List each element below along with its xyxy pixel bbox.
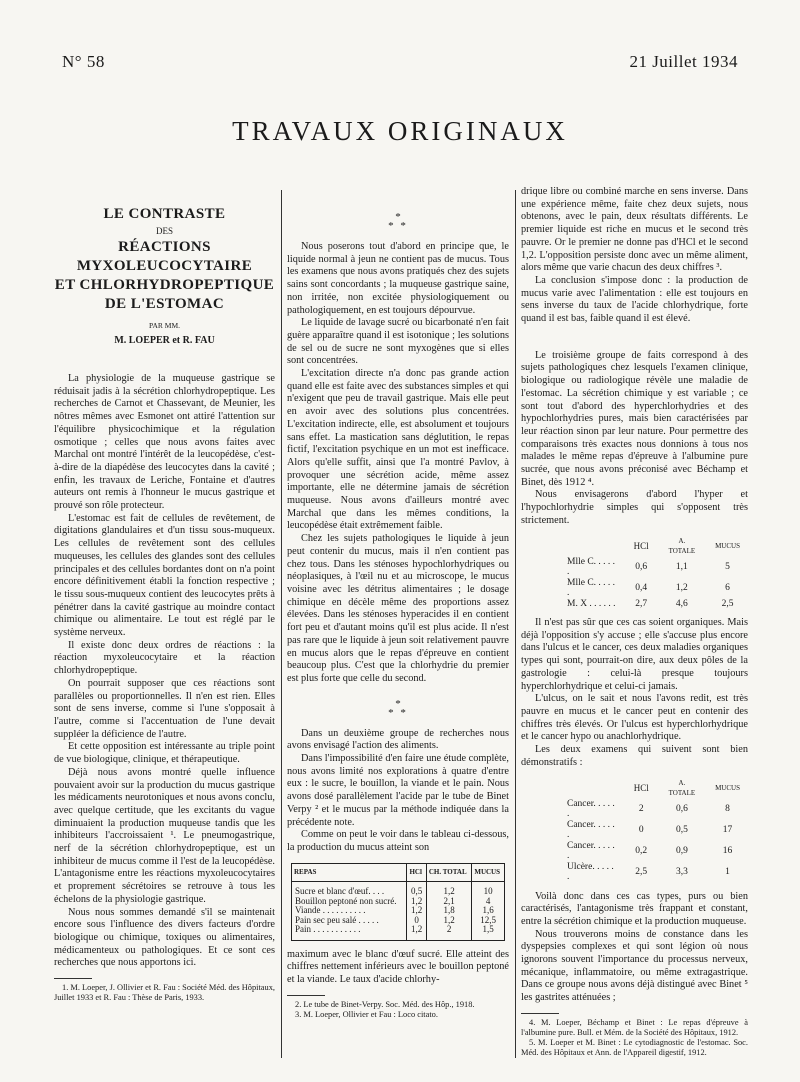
meal-table [291,863,505,941]
asterism-top: * [395,211,401,223]
paragraph: Il n'est pas sûr que ces cas soient organiques. Mais déjà l'opposition s'y accuse ; elle s'accuse plus encore dans l'ulcus et le cancer, ces deux maladies organiques types qui sont, pourrait-on dire, aux deux pôles de la gastrologie : celui-là presque toujours hyperchlorhydrique et celui-ci jamais. [521,617,748,692]
table-cell: 1,2 [407,906,426,916]
table-cell: 2 [426,925,471,940]
table-header: MUCUS [715,783,740,792]
table-row [567,799,748,820]
table-row [292,925,505,940]
issue-number: N° 58 [62,52,105,71]
table-header: MUCUS [472,863,505,882]
title-line-2: RÉACTIONS [118,239,211,255]
table-cell: 17 [722,824,733,835]
table-cell: Cancer. . . . . . [567,798,615,820]
table-cell: 3,3 [675,866,688,877]
footnote: 2. Le tube de Binet-Verpy. Soc. Méd. des Hôp., 1918. [295,999,475,1009]
table-header: HCl [407,863,426,882]
paragraph: Comme on peut le voir dans le tableau ci-dessous, la production du mucus atteint son [287,829,509,853]
table-cell: Mlle C. . . . . . [567,577,616,599]
table-cell: 0,2 [635,845,648,856]
column-rule-right [515,190,516,1058]
table-cell: Cancer. . . . . . [567,840,615,862]
table-cell: 0 [407,916,426,926]
table-cell: 2,5 [635,866,648,877]
table-header: A. TOTALE [668,536,696,556]
table-cell: Cancer. . . . . . [567,819,615,841]
paragraph: Nous envisagerons d'abord l'hyper et l'hypochlorhydrie simples qui s'opposent très strictement. [521,489,748,526]
table-row [567,557,748,578]
table-cell: 10 [472,882,505,897]
table-header [567,536,626,557]
table-cell: Pain sec peu salé . . . . . [295,914,379,925]
table-cell: Viande . . . . . . . . . . [295,905,366,916]
table-header: MUCUS [715,541,740,550]
table-header [567,778,626,799]
table-cell: Ulcère. . . . . . [567,861,614,883]
table-cell: 6 [725,582,730,593]
asterism-bottom: * * [388,706,408,719]
title-des: DES [155,226,173,236]
table-cell: 0,9 [675,845,688,856]
table-header: CH. TOTAL [426,863,471,882]
paragraph: Nous trouverons moins de constance dans les dyspepsies complexes et qui sont légion où nous ignorons souvent l'importance du processus nerveux, mécanique, inflammatoire, ou même extragastrique. Dans ce groupe nous avons déjà distingué avec Binet ⁵ les gastrites atténuées ; [521,928,748,1004]
paragraph: Les deux examens qui suivent sont bien démonstratifs : [521,744,748,768]
paragraph: drique libre ou combiné marche en sens inverse. Dans une expérience même, faite chez deux sujets, nous obtenons, avec le pain, deux résultats différents. Le premier liquide est riche en mucus et le second très pauvre. Or le premier ne donne pas d'HCl et le second 1,2. L'opposition persiste donc avec un même aliment, alors même que varie chacun des deux chiffres ³. [521,186,748,274]
table-cell: 0 [638,824,644,835]
paragraph: Dans l'impossibilité d'en faire une étude complète, nous avons limité nos explorations à quatre d'entre eux : le sucre, le bouillon, la viande et le pain. Nous avons dosé parallèlement l'acide par le tube de Binet Verpy ² et le mucus par la méthode indiquée dans la précédente note. [287,753,509,828]
table-cell: 1,8 [426,906,471,916]
paragraph: Nous poserons tout d'abord en principe que, le liquide normal à jeun ne contient pas de mucus. Tous les examens que nous avons pratiqués chez des sujets sains sont concordants ; la muqueuse gastrique saine, non irritée, non excitée physiologiquement ou pathologiquement, en est toujours dépourvue. [287,241,509,316]
paragraph: Et cette opposition est intéressante au triple point de vue biologique, clinique, et thérapeutique. [54,741,275,766]
table-header: HCl [633,540,649,551]
hyper-hypo-table [567,536,748,610]
column-3 [521,186,748,1058]
footnote: 4. M. Loeper, Béchamp et Binet : Le repas d'épreuve à l'albumine pure. Bull. et Mém. de la Société des Hôpitaux, 1912. [521,1017,748,1037]
section-title: TRAVAUX ORIGINAUX [232,116,568,146]
column-1 [54,205,275,1003]
table-cell: 4,6 [675,598,688,609]
table-cell: 0,4 [635,582,648,593]
table-cell: 1,1 [675,561,688,572]
table-cell: 2,5 [721,598,734,609]
table-cell: 8 [725,803,730,814]
paragraph: Déjà nous avons montré quelle influence pouvaient avoir sur la production du mucus gastrique les médicaments neurotoniques et nous avons conclu, avec quelque certitude, que les excitants du vague diminuaient la production muqueuse tandis que les inhibiteurs l'accroissaient ¹. Le pneumogastrique, nerf de la sécrétion chlorhydropeptique, est un inhibiteur de mucus comme il l'est de la leucopédèse. L'antagonisme entre les réactions myxoleucocytaires et proprement sécrétoires se retrouve à tous les échelons de la physiologie gastrique. [54,766,275,905]
paragraph: L'excitation directe n'a donc pas grande action quand elle est faite avec des substances simples et qui n'exigent que peu de travail gastrique. Mais elle peut en avoir avec des solutions plus concentrées. L'excitation indirecte, elle, est absolument et toujours sans effet. La mastication sans déglutition, le repas fictif, l'excitation psychique en un mot est inefficace. Alors qu'elle suffit, ainsi que l'a montré Pavlov, à provoquer une sécrétion acide, même assez importante, elle ne détermine jamais de sécrétion muqueuse. Nous avons d'ailleurs montré avec Marchal que dans les mêmes conditions, la leucopédèse était extrêmement faible. [287,368,509,532]
cancer-ulcer-table [567,778,748,883]
issue-date: 21 Juillet 1934 [629,52,738,71]
footnote-rule [287,995,325,996]
table-cell: 5 [725,561,730,572]
title-line-3: MYXOLEUCOCYTAIRE [76,258,253,274]
table-row [567,862,748,883]
paragraph: Dans un deuxième groupe de recherches nous avons envisagé l'action des aliments. [287,727,509,752]
paragraph: La physiologie de la muqueuse gastrique se réduisait jadis à la sécrétion chlorhydropeptique. Les recherches de Carnot et Chassevant, de Meunier, les nôtres mêmes avec Esmonet ont attiré l'attention sur l'équilibre physicochimique et la régulation osmotique ; celles que nous avons faites avec Marchal ont montré l'intérêt de la leucopédèse, c'est-à-dire de la diapédèse des leucocytes dans la cavité ; enfin, les travaux de Leriche, Fontaine et d'autres auteurs ont remis à l'honneur le mucus gastrique et prouvé son rôle protecteur. [54,373,275,512]
paragraph: Le liquide de lavage sucré ou bicarbonaté n'en fait guère apparaître quand il est isotonique ; les solutions de sel ou de sucre ne sont myxogènes que si elles sont concentrées. [287,317,509,367]
footnote-rule [521,1013,559,1014]
article-authors: M. LOEPER et R. FAU [114,335,215,346]
paragraph: On pourrait supposer que ces réactions sont parallèles ou proportionnelles. Il n'en est rien. Elles sont de sens inverse, comme si l'une s'opposait à l'autre, comme si l'accentuation de l'une devait suppléer la déficience de l'autre. [54,677,275,740]
table-cell: 0,6 [635,561,648,572]
table-row [567,578,748,599]
paragraph: maximum avec le blanc d'œuf sucré. Elle atteint des chiffres nettement inférieurs avec le bouillon peptoné et la viande. Le taux d'acide chlorhy- [287,948,509,986]
paragraph: L'ulcus, on le sait et nous l'avons redit, est très pauvre en mucus et le cancer peut en contenir des chiffres très élevés. Or l'ulcus est hyperchlorhydrique et le cancer hypo ou anachlorhydrique. [521,693,748,743]
table-cell: M. X . . . . . . [567,598,616,609]
table-cell: 1,2 [426,882,471,897]
table-cell: 1,2 [675,582,688,593]
table-cell: 2,1 [426,897,471,907]
section-asterism [287,213,509,231]
column-2 [287,205,509,1020]
table-cell: 2,7 [635,598,648,609]
paragraph: Le troisième groupe de faits correspond à des sujets pathologiques chez lesquels l'examen clinique, biologique ou radiologique révèle une maladie de l'estomac. La sécrétion chimique y est variable ; ce sont tout d'abord des hyperchlorhydries et des hypochlorhydries pures, mais bien caractérisées par leur réaction sinon par leur nature. Pour permettre des comparaisons très exactes nous donnions à tous nos malades le même repas d'épreuve à l'albumine pure sucrée, que nous avons préconisé avec Béchamp et Binet, dès 1912 ⁴. [521,349,748,488]
paragraph: Chez les sujets pathologiques le liquide à jeun peut contenir du mucus, mais il n'en contient pas chez tous. Dans les sténoses hypochlorhydriques ou néoplasiques, à l'œil nu et au microscope, le mucus voisine avec les détritus alimentaires ; le dosage chimique en décèle même des proportions assez élevées. Dans les sténoses hyperacides il en contient fort peu et d'autant moins qu'il est plus acide. Il n'est pas rare que le liquide à jeun soit relativement pauvre en mucus alors que le repas d'épreuve en contient beaucoup plus. C'est que la chlorhydrie du premier est plus forte que celle du second. [287,533,509,684]
title-line-5: DE L'ESTOMAC [104,296,225,312]
title-line-1: LE CONTRASTE [103,206,226,222]
paragraph: L'estomac est fait de cellules de revêtement, de digitations glandulaires et d'un tissu sous-muqueux. Les cellules de revêtement sont des cellules muqueuses, les cellules des glandes sont des cellules principales et des cellules bordantes dont on n'a point encore définitivement établi la fonction respective ; le tissu sous-muqueux contient des leucocytes prêts à pénétrer dans la cavité gastrique au moindre contact chimique ou alimentaire. Le tout est réglé par le système nerveux. [54,512,275,639]
footnote: 1. M. Loeper, J. Ollivier et R. Fau : Société Méd. des Hôpitaux, Juillet 1933 et R. Fau : Thèse de Paris, 1933. [54,983,275,1003]
table-row [567,599,748,610]
paragraph: La conclusion s'impose donc : la production de mucus varie avec l'alimentation : elle est toujours en sens inverse du taux de l'acide chlorhydrique, forte quand il est bas, faible quand il est élevé. [521,274,748,325]
table-cell: 12,5 [472,916,505,926]
column-rule-left [281,190,282,1058]
table-cell: 1,2 [407,897,426,907]
article-title [54,205,275,347]
table-cell: Bouillon peptoné non sucré. [295,895,397,906]
table-cell: 1,5 [472,925,505,940]
table-cell: Sucre et blanc d'œuf. . . . [295,886,385,897]
asterism-bottom: * * [388,220,408,232]
table-cell: 4 [472,897,505,907]
table-row [292,882,505,897]
paragraph: Nous nous sommes demandé s'il se maintenait encore sous l'influence des divers facteurs d'ordre biologique ou chimique, toxiques ou alimentaires, médicamenteux ou pathologiques. Et ce sont ces recherches que nous apportons ici. [54,906,275,969]
table-row [567,841,748,862]
footnote: 5. M. Loeper et M. Binet : Le cytodiagnostic de l'estomac. Soc. Méd. des Hôpitaux et Ann. de l'Appareil digestif, 1912. [521,1037,748,1057]
table-cell: 0,5 [407,882,426,897]
section-gap [521,326,748,350]
table-cell: 1,6 [472,906,505,916]
table-cell: 1,2 [407,925,426,940]
table-cell: 16 [722,845,733,856]
table-cell: 1 [725,866,730,877]
table-cell: 0,6 [675,803,688,814]
table-row [567,820,748,841]
table-header: A. TOTALE [668,778,696,798]
table-header: HCl [633,782,649,793]
table-cell: 1,2 [426,916,471,926]
table-cell: Pain . . . . . . . . . . . [295,924,361,935]
footnote-rule [54,978,92,979]
byline-par: PAR MM. [149,321,180,330]
table-cell: Mlle C. . . . . . [567,556,616,578]
table-cell: 2 [638,803,644,814]
section-asterism [287,697,509,719]
paragraph: Voilà donc dans ces cas types, purs ou bien caractérisés, l'antagonisme très frappant et constant, entre la sécrétion chimique et la production muqueuse. [521,890,748,927]
paragraph: Il existe donc deux ordres de réactions : la réaction myxoleucocytaire et la réaction chlorhydropeptique. [54,639,275,677]
asterism-top: * [395,697,401,710]
title-line-4: ET CHLORHYDROPEPTIQUE [54,277,275,293]
table-cell: 0,5 [675,824,688,835]
footnote: 3. M. Loeper, Ollivier et Fau : Loco citato. [295,1009,438,1019]
table-header: REPAS [292,863,407,882]
